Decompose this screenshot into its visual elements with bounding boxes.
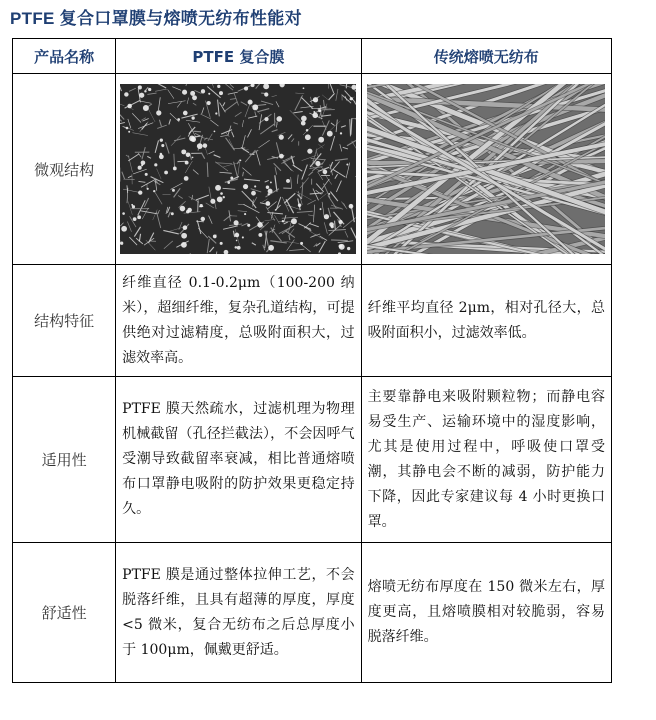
ptfe-applicability-text: PTFE 膜天然疏水，过滤机理为物理机械截留（孔径拦截法），不会因呼气受潮导致截留率衰减，相比普通熔喷布口罩静电吸附的防护效果更稳定持久。: [116, 377, 361, 543]
table-row-microstructure: [13, 74, 612, 265]
meltblown-applicability-text: 主要靠静电来吸附颗粒物；而静电容易受生产、运输环境中的湿度影响，尤其是使用过程中，呼吸使口罩受潮，其静电会不断的减弱，防护能力下降，因此专家建议每 4 小时更换口罩。: [361, 377, 611, 543]
row-label-microstructure: 微观结构: [13, 74, 116, 265]
row-label-structure: 结构特征: [13, 265, 116, 377]
comparison-table: [12, 38, 612, 683]
row-label-comfort: 舒适性: [13, 543, 116, 683]
page-title: PTFE 复合口罩膜与熔喷无纺布性能对: [10, 9, 302, 28]
header-meltblown: 传统熔喷无纺布: [361, 39, 611, 74]
header-ptfe: PTFE 复合膜: [116, 39, 361, 74]
table-header-row: [13, 39, 612, 74]
ptfe-comfort-text: PTFE 膜是通过整体拉伸工艺，不会脱落纤维，且具有超薄的厚度，厚度<5 微米，复合无纺布之后总厚度小于 100μm，佩戴更舒适。: [116, 543, 361, 683]
meltblown-micrograph-image: [367, 84, 605, 254]
header-product-name: 产品名称: [13, 39, 116, 74]
row-label-applicability: 适用性: [13, 377, 116, 543]
meltblown-comfort-text: 熔喷无纺布厚度在 150 微米左右，厚度更高，且熔喷膜相对较脆弱，容易脱落纤维。: [361, 543, 611, 683]
ptfe-micrograph-image: [120, 84, 356, 254]
ptfe-micrograph-cell: [116, 74, 361, 265]
meltblown-micrograph-cell: [361, 74, 611, 265]
meltblown-structure-text: 纤维平均直径 2μm，相对孔径大，总吸附面积小，过滤效率低。: [361, 265, 611, 377]
table-row-applicability: [13, 377, 612, 543]
ptfe-structure-text: 纤维直径 0.1-0.2μm（100-200 纳米），超细纤维，复杂孔道结构，可提供绝对过滤精度，总吸附面积大，过滤效率高。: [116, 265, 361, 377]
table-row-comfort: [13, 543, 612, 683]
table-row-structure: [13, 265, 612, 377]
